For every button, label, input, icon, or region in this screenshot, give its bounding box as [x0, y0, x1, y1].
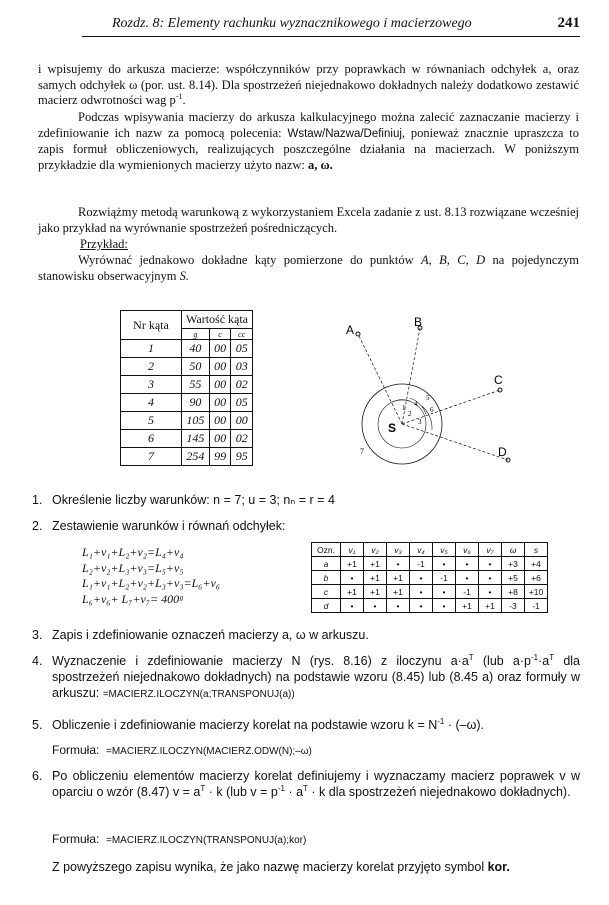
angle-4: 4: [414, 400, 418, 408]
superscript: -1: [175, 92, 183, 102]
cell-cc: 05: [231, 394, 253, 412]
cell-cc: 00: [231, 412, 253, 430]
step-number: 6.: [32, 769, 43, 783]
coef-header: v₂: [364, 543, 387, 557]
coef-header: Ozn.: [312, 543, 341, 557]
coef-cell: -1: [456, 585, 479, 599]
cell-c: 00: [209, 412, 231, 430]
example-heading: [80, 237, 380, 253]
sup-inv: -1: [530, 652, 539, 662]
angle-2: 2: [408, 410, 412, 418]
sup-inv: -1: [277, 783, 285, 793]
conclusion-symbol: kor.: [487, 860, 510, 874]
step-4-code: =MACIERZ.ILOCZYN(a;TRANSPONUJ(a)): [102, 689, 295, 700]
step-text: [52, 653, 580, 703]
coef-header: v₅: [433, 543, 456, 557]
formula-code: =MACIERZ.ILOCZYN(TRANSPONUJ(a);kor): [106, 835, 307, 846]
coef-cell: •: [364, 599, 387, 613]
step-number: 4.: [32, 654, 43, 668]
step-5: [32, 717, 580, 733]
coef-cell: •: [387, 557, 410, 571]
coefficient-table: [311, 542, 548, 613]
step-4-c: ·a: [538, 654, 550, 668]
coef-cell: +8: [502, 585, 525, 599]
coef-cell: +10: [525, 585, 548, 599]
measurement-row: [121, 430, 253, 448]
station-diagram: [322, 312, 532, 487]
angle-3: 3: [418, 418, 422, 426]
step-text: Zestawienie warunków i równań odchyłek:: [52, 519, 286, 533]
step-4-d: dla spostrzeżeń niejednakowo dokładnych) na podstawie wzoru (8.45) lub (8.45 a) oraz formuły w arkuszu:: [52, 654, 580, 700]
coef-header: v₄: [410, 543, 433, 557]
coef-cell: c: [312, 585, 341, 599]
example-label: Przykład:: [80, 237, 128, 251]
step-number: 3.: [32, 628, 43, 642]
conclusion-text: Z powyższego zapisu wynika, że jako nazwę macierzy korelat przyjęto symbol: [52, 860, 488, 874]
step-text: [52, 717, 580, 733]
label-b: B: [414, 315, 423, 329]
formula-code: =MACIERZ.ILOCZYN(MACIERZ.ODW(N);–ω): [106, 746, 312, 757]
step-text: [52, 768, 580, 800]
cell-cc: 02: [231, 376, 253, 394]
menu-command: Wstaw/Nazwa/Definiuj: [287, 127, 402, 140]
matrix-names: a, ω.: [308, 158, 333, 173]
step-6-c: · a: [284, 785, 304, 799]
formula-6: [52, 832, 306, 846]
cell-nr: 1: [121, 340, 182, 358]
paragraph-3-text: Rozwiążmy metodą warunkową z wykorzystaniem Excela zadanie z ust. 8.13 rozwiązane wcześniej jako przykład na wyrównanie spostrzeżeń pośredniczących.: [38, 205, 579, 235]
coef-row: [312, 585, 548, 599]
cell-cc: 02: [231, 430, 253, 448]
step-1: [32, 492, 580, 508]
cell-nr: 2: [121, 358, 182, 376]
step-4: [32, 653, 580, 703]
step-2: [32, 518, 580, 534]
task-station: S.: [179, 268, 190, 283]
cell-nr: 4: [121, 394, 182, 412]
sup-t: T: [468, 652, 474, 662]
coef-cell: •: [479, 557, 502, 571]
coef-cell: +1: [364, 557, 387, 571]
step-6-a: Po obliczeniu elementów macierzy korelat definiujemy i wyznaczamy macierz poprawek v w oparciu o wzór (8.47) v = a: [52, 769, 580, 799]
coef-cell: +1: [364, 571, 387, 585]
cell-cc: 03: [231, 358, 253, 376]
conclusion: [52, 860, 579, 876]
label-c: C: [494, 373, 503, 387]
unit-c: c: [209, 329, 231, 340]
coef-header: s: [525, 543, 548, 557]
step-5-a: Obliczenie i zdefiniowanie macierzy korelat na podstawie wzoru k = N: [52, 718, 438, 732]
coef-cell: a: [312, 557, 341, 571]
formula-label: Formuła:: [52, 832, 100, 846]
coef-cell: •: [410, 599, 433, 613]
coef-cell: -1: [410, 557, 433, 571]
measurement-row: [121, 340, 253, 358]
coef-cell: +1: [364, 585, 387, 599]
task-text-a: Wyrównać jednakowo dokładne kąty pomierzone do punktów: [78, 253, 422, 267]
coef-cell: +1: [387, 571, 410, 585]
measurement-row: [121, 412, 253, 430]
coef-cell: •: [410, 585, 433, 599]
angle-5: 5: [426, 394, 430, 402]
coef-cell: -1: [433, 571, 456, 585]
step-3: [32, 627, 580, 643]
condition-equations: [82, 545, 220, 607]
task-text-b: na pojedynczym stanowisku obserwacyjnym: [38, 253, 579, 283]
coef-cell: +3: [502, 557, 525, 571]
coef-header: ω: [502, 543, 525, 557]
paragraph-2-text-a: Podczas wpisywania macierzy do arkusza kalkulacyjnego można zalecić zaznaczanie macierzy i zdefiniowanie ich nazw za pomocą polecenia:: [38, 110, 579, 140]
cell-g: 90: [182, 394, 210, 412]
coef-header: v₇: [479, 543, 502, 557]
paragraph-1-text: i wpisujemy do arkusza macierze: współczynników przy poprawkach w równaniach odchyłek a, oraz samych odchyłek ω (por. ust. 8.14). Dla spostrzeżeń niejednakowo dokładnych należy dodatkowo zestawić macierz odwrotności wag p: [38, 62, 579, 108]
unit-cc: cc: [231, 329, 253, 340]
coef-header: v₃: [387, 543, 410, 557]
example-task: [38, 253, 579, 284]
cell-g: 55: [182, 376, 210, 394]
angle-6: 6: [430, 406, 434, 414]
cell-g: 145: [182, 430, 210, 448]
step-5-b: · (–ω).: [444, 718, 484, 732]
step-text: Zapis i zdefiniowanie oznaczeń macierzy a, ω w arkuszu.: [52, 628, 369, 642]
coef-cell: +1: [479, 599, 502, 613]
cell-nr: 7: [121, 448, 182, 466]
coef-header: v₆: [456, 543, 479, 557]
coef-cell: •: [433, 557, 456, 571]
measurement-row: [121, 376, 253, 394]
cell-nr: 6: [121, 430, 182, 448]
col-nr-header: Nr kąta: [121, 311, 182, 340]
coef-cell: +1: [387, 585, 410, 599]
coef-row: [312, 557, 548, 571]
coef-cell: •: [456, 571, 479, 585]
cell-c: 00: [209, 376, 231, 394]
coef-cell: •: [341, 599, 364, 613]
angle-7: 7: [360, 447, 364, 456]
formula-label: Formuła:: [52, 743, 100, 757]
equation-2: L₂+v₂+L₃+v₃=L₅+v₅: [82, 560, 184, 575]
coef-cell: +1: [341, 585, 364, 599]
task-points: A, B, C, D: [421, 253, 486, 267]
step-number: 2.: [32, 519, 43, 533]
equation-4: L₆+v₆+ L₇+v₇= 400ᵍ: [82, 591, 183, 606]
running-header: [82, 14, 580, 37]
cell-c: 00: [209, 430, 231, 448]
cell-g: 254: [182, 448, 210, 466]
coef-cell: b: [312, 571, 341, 585]
cell-nr: 3: [121, 376, 182, 394]
coef-cell: •: [410, 571, 433, 585]
coef-cell: +5: [502, 571, 525, 585]
step-4-b: (lub a·p: [473, 654, 531, 668]
cell-cc: 05: [231, 340, 253, 358]
step-6-b: · k (lub v = p: [205, 785, 278, 799]
equation-3: L₁+v₁+L₂+v₂+L₃+v₃=L₆+v₆: [82, 576, 221, 590]
unit-g: g: [182, 329, 210, 340]
label-a: A: [346, 323, 355, 337]
label-d: D: [498, 445, 507, 459]
coef-cell: •: [479, 571, 502, 585]
coef-row: [312, 571, 548, 585]
coef-cell: •: [341, 571, 364, 585]
coef-cell: -3: [502, 599, 525, 613]
step-4-a: Wyznaczenie i zdefiniowanie macierzy N (rys. 8.16) z iloczynu a·a: [52, 654, 469, 668]
step-text: Określenie liczby warunków: n = 7; u = 3; nₙ = r = 4: [52, 493, 335, 507]
formula-5: [52, 743, 312, 757]
step-6-d: · k dla spostrzeżeń niejednakowo dokładnych).: [307, 785, 571, 799]
coef-cell: d: [312, 599, 341, 613]
cell-c: 00: [209, 340, 231, 358]
cell-c: 00: [209, 358, 231, 376]
chapter-title: Rozdz. 8: Elementy rachunku wyznacznikowego i macierzowego: [112, 16, 472, 31]
cell-g: 105: [182, 412, 210, 430]
angle-1: 1: [402, 404, 406, 412]
measurement-row: [121, 448, 253, 466]
coef-cell: +1: [341, 557, 364, 571]
coef-cell: +4: [525, 557, 548, 571]
paragraph-3: [38, 205, 579, 236]
step-6: [32, 768, 580, 800]
label-s: S: [388, 421, 397, 435]
equation-1: L₁+v₁+L₂+v₂=L₄+v₄: [82, 545, 184, 559]
sup-t2: T: [303, 783, 308, 793]
cell-g: 50: [182, 358, 210, 376]
paragraph-2: [38, 110, 579, 174]
coef-row: [312, 599, 548, 613]
measurement-table: [120, 310, 253, 466]
step-number: 1.: [32, 493, 43, 507]
cell-nr: 5: [121, 412, 182, 430]
paragraph-2-text-b: , ponieważ znacznie upraszcza to zapis formuł obliczeniowych, realizujących poszczególne działania na macierzach. W poniższym przykładzie dla wymienionych macierzy użyto nazw:: [38, 125, 579, 173]
coef-cell: +6: [525, 571, 548, 585]
sup-t: T: [200, 783, 206, 793]
col-value-header: Wartość kąta: [182, 311, 253, 329]
coef-cell: •: [433, 585, 456, 599]
cell-cc: 95: [231, 448, 253, 466]
coef-cell: +1: [456, 599, 479, 613]
measurement-row: [121, 358, 253, 376]
coef-header: v₁: [341, 543, 364, 557]
sup-inv: -1: [437, 716, 445, 726]
coef-cell: •: [456, 557, 479, 571]
measurement-row: [121, 394, 253, 412]
cell-c: 00: [209, 394, 231, 412]
step-number: 5.: [32, 718, 43, 732]
coef-cell: •: [433, 599, 456, 613]
paragraph-1: [38, 62, 579, 109]
cell-g: 40: [182, 340, 210, 358]
period: .: [182, 93, 186, 108]
coef-cell: -1: [525, 599, 548, 613]
page-number: 241: [557, 15, 580, 31]
sup-t2: T: [549, 652, 555, 662]
cell-c: 99: [209, 448, 231, 466]
coef-cell: •: [387, 599, 410, 613]
coef-cell: •: [479, 585, 502, 599]
